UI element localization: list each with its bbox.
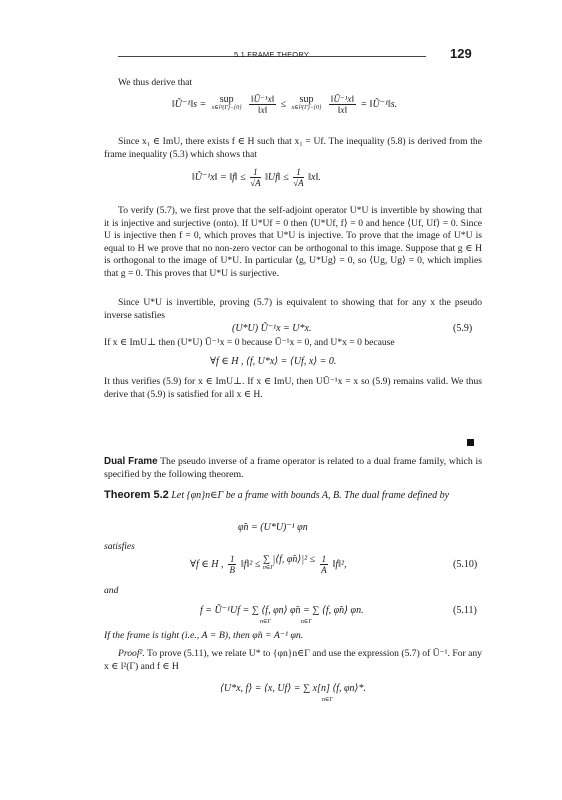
theorem: Theorem 5.2 Let {φn}n∈Γ be a frame with bounds A, B. The dual frame defined by	[104, 489, 450, 501]
equation-number: (5.10)	[453, 559, 478, 570]
equation-subscript: n∈Γ	[322, 697, 333, 703]
equation-number: (5.11)	[453, 605, 477, 616]
equation-number: (5.9)	[453, 323, 473, 334]
label-satisfies: satisfies	[104, 541, 135, 552]
equation: f = Ũ⁻¹Uf = ∑ ⟨f, φn⟩ φ̃n = ∑ ⟨f, φ̃n⟩ φn.	[200, 605, 364, 616]
paragraph: Since x₁ ∈ ImU, there exists f ∈ H such that x₁ = Uf. The inequality (5.8) is derived from the frame inequality (5.3) which shows that	[104, 136, 482, 160]
dual-frame-paragraph: Dual Frame The pseudo inverse of a frame operator is related to a dual frame family, which is specified by the following theorem.	[104, 456, 483, 480]
equation-subscripts: n∈Γ n∈Γ	[260, 619, 312, 625]
equation: ‖Ũ⁻¹‖s = sup x∈l²(Γ)−{0} $\frac{\text{‖Ũ⁻¹x‖}}{‖x‖}$ ≤ sup x∈l²(Γ)−{0} $\frac{\text{‖Ũ⁻¹x‖}}{‖x‖}$ = ‖Ũ⁻¹‖s.	[172, 94, 398, 115]
paragraph: To verify (5.7), we first prove that the self-adjoint operator U*U is invertible by showing that it is injective and surjective (onto). If U*Uf = 0 then ⟨U*Uf, f⟩ = 0 and hence ⟨Uf, Uf⟩ = 0. Since U is injective then f = 0, which proves that U*U is injective. To prove that the image of U*U is equal to H we prove that no non-zero vector can be orthogonal to this image. Suppose that g ∈ H is orthogonal to the image of U*U. In particular ⟨g, U*Ug⟩ = 0, so ⟨Ug, Ug⟩ = 0, which implies that g = 0. This proves that U*U is surjective.	[104, 205, 482, 279]
proof: Proof². To prove (5.11), we relate U* to {φn}n∈Γ and use the expression (5.7) of Ũ⁻¹. For any x ∈ l²(Γ) and f ∈ H	[104, 648, 482, 672]
equation: φ̃n = (U*U)⁻¹ φn	[238, 522, 308, 533]
paragraph: If x ∈ ImU⊥ then (U*U) Ũ⁻¹x = 0 because Ũ⁻¹x = 0, and U*x = 0 because	[104, 337, 395, 348]
qed-box	[467, 439, 474, 446]
paragraph: Since U*U is invertible, proving (5.7) is equivalent to showing that for any x the pseudo inverse satisfies	[104, 297, 482, 321]
equation: ⟨U*x, f⟩ = ⟨x, Uf⟩ = ∑ x[n] ⟨f, φn⟩*.	[220, 683, 366, 694]
equation: ∀f ∈ H , $\frac{1}{B}$ ‖f‖² ≤ ∑ |⟨f, φ̃n⟩|² ≤ n∈Γ $\frac{1}{A}$ ‖f‖²,	[190, 554, 347, 575]
page-number: 129	[450, 46, 472, 61]
dual-frame-heading: Dual Frame	[104, 456, 158, 467]
theorem-label: Theorem 5.2	[104, 489, 169, 501]
tight-frame-statement: If the frame is tight (i.e., A = B), then φ̃n = A⁻¹ φn.	[104, 630, 304, 641]
equation: ‖Ũ⁻¹x‖ = ‖f‖ ≤ $\frac{1}{√A}$ ‖Uf‖ ≤ $\frac{1}{√A}$ ‖x‖.	[192, 167, 321, 188]
paragraph: We thus derive that	[118, 77, 193, 88]
label-and: and	[104, 585, 119, 596]
running-header: 5.1 FRAME THEORY	[234, 50, 310, 59]
equation: (U*U) Ũ⁻¹x = U*x.	[232, 323, 312, 334]
paragraph: It thus verifies (5.9) for x ∈ ImU⊥. If x ∈ ImU, then UŨ⁻¹x = x so (5.9) remains valid. We thus derive that (5.9) is satisfied for all x ∈ H.	[104, 376, 482, 400]
proof-label: Proof².	[118, 648, 145, 659]
equation: ∀f ∈ H , ⟨f, U*x⟩ = ⟨Uf, x⟩ = 0.	[210, 356, 337, 367]
